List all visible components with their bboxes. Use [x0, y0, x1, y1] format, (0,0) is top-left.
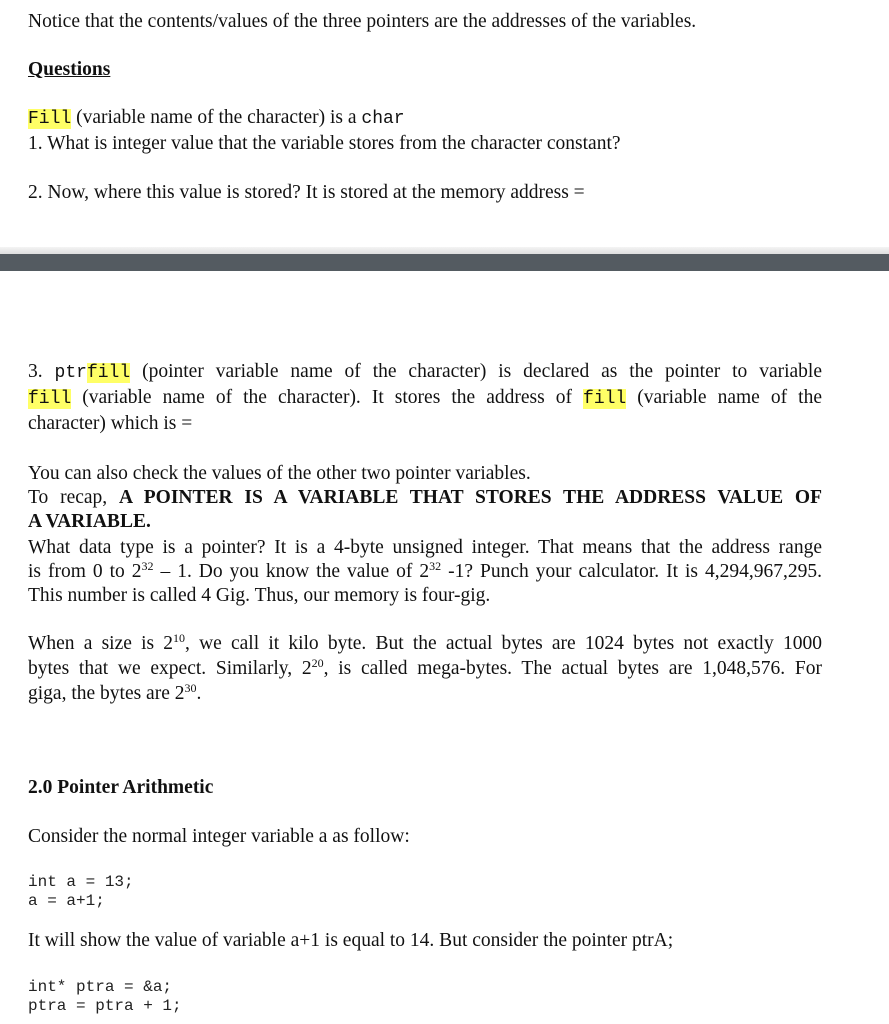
size-text-a: When a size is 2 — [28, 633, 174, 654]
question-3-line-2 — [28, 386, 822, 411]
fill-var-name-2: fill — [28, 389, 72, 409]
question-3-text-3: (variable name of the — [626, 387, 822, 408]
recap-line-2 — [28, 486, 822, 510]
exponent-20: 20 — [311, 656, 324, 670]
recap-line-4: What data type is a pointer? It is a 4-byte unsigned integer. That means that the address range — [28, 537, 822, 558]
fill-var-name: Fill — [28, 109, 72, 129]
size-line-2 — [28, 657, 822, 681]
questions-heading: Questions — [28, 59, 111, 80]
recap-line-1: You can also check the values of the other two pointer variables. — [28, 463, 531, 484]
range-text-b: – 1. Do you know the value of 2 — [153, 561, 430, 582]
ptr-prefix: ptr — [54, 363, 87, 383]
notice-text: Notice that the contents/values of the three pointers are the addresses of the variables. — [28, 11, 697, 32]
code-line-4: ptra = ptra + 1; — [28, 997, 182, 1015]
question-3-number: 3. — [28, 361, 55, 382]
range-text-a: is from 0 to 2 — [28, 561, 142, 582]
size-text-d: , is called mega-bytes. The actual bytes are 1,048,576. For — [323, 658, 822, 679]
recap-line-6: This number is called 4 Gig. Thus, our memory is four-gig. — [28, 585, 491, 606]
page-gap — [0, 247, 889, 254]
size-text-b: , we call it kilo byte. But the actual bytes are 1024 bytes not exactly 1000 — [185, 633, 822, 654]
code-line-2: a = a+1; — [28, 892, 105, 910]
recap-line-3: A VARIABLE. — [28, 511, 151, 532]
exponent-32-a: 32 — [141, 559, 154, 573]
question-3-text-2: (variable name of the character). It stores the address of — [71, 387, 584, 408]
consider-text: Consider the normal integer variable a as follow: — [28, 826, 410, 847]
section-heading: 2.0 Pointer Arithmetic — [28, 777, 214, 798]
range-text-c: -1? Punch your calculator. It is 4,294,967,295. — [441, 561, 822, 582]
fill-line-text: (variable name of the character) is a — [71, 107, 362, 128]
size-text-e: giga, the bytes are 2 — [28, 683, 185, 704]
exponent-32-b: 32 — [429, 559, 442, 573]
char-type: char — [361, 109, 405, 129]
question-2: 2. Now, where this value is stored? It is stored at the memory address = — [28, 182, 585, 203]
size-line-3 — [28, 682, 201, 706]
code-line-3: int* ptra = &a; — [28, 978, 173, 996]
size-text-c: bytes that we expect. Similarly, 2 — [28, 658, 312, 679]
recap-intro: To recap, — [28, 487, 119, 508]
question-1: 1. What is integer value that the variable stores from the character constant? — [28, 133, 621, 154]
fill-var-name-3: fill — [583, 389, 627, 409]
size-text-f: . — [196, 683, 202, 704]
ptrfill-var-name: fill — [86, 363, 131, 383]
question-3-text-1: (pointer variable name of the character) is declared as the pointer to variable — [130, 361, 823, 382]
fill-line — [28, 106, 405, 131]
page-divider — [0, 254, 889, 271]
show-text: It will show the value of variable a+1 is equal to 14. But consider the pointer ptrA; — [28, 930, 674, 951]
question-3-line-3: character) which is = — [28, 413, 193, 434]
recap-definition: A POINTER IS A VARIABLE THAT STORES THE ADDRESS VALUE OF — [118, 487, 823, 508]
recap-line-5 — [28, 560, 822, 584]
question-3-line-1 — [28, 360, 822, 385]
code-line-1: int a = 13; — [28, 873, 134, 891]
size-line-1 — [28, 632, 822, 656]
exponent-10: 10 — [173, 631, 186, 645]
exponent-30: 30 — [184, 681, 197, 695]
